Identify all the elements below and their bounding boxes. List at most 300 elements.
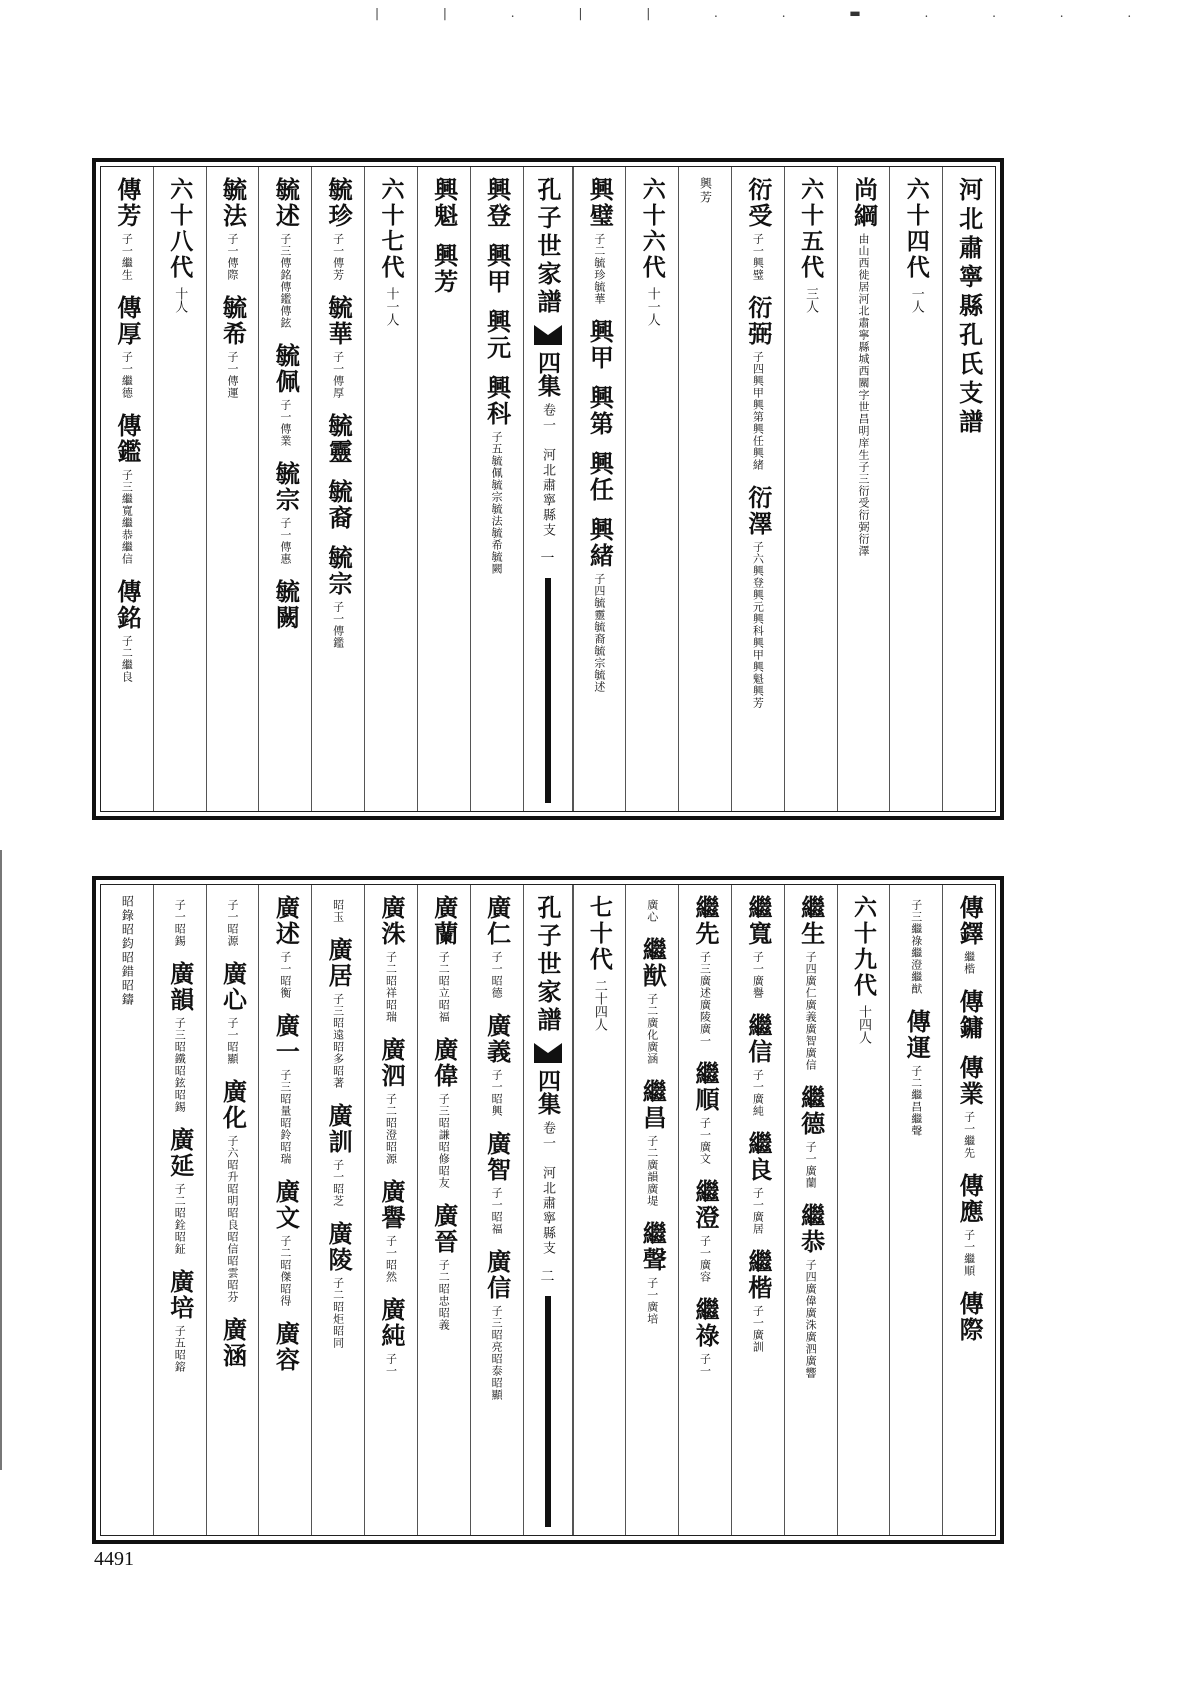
person-entry <box>271 461 299 565</box>
entry-list <box>902 895 930 1151</box>
person-entry <box>113 295 141 399</box>
person-entry <box>166 1127 194 1255</box>
person-note: 子四廣仁廣義廣智廣信 <box>804 951 818 1071</box>
person-name: 興緒 <box>585 517 615 569</box>
person-note: 子二昭忠昭義 <box>437 1259 451 1331</box>
person-note: 繼楷 <box>962 951 976 975</box>
person-note: 子一廣居 <box>751 1187 765 1235</box>
person-name: 廣泗 <box>376 1037 406 1089</box>
person-entry <box>585 177 613 305</box>
person-entry <box>483 1013 511 1117</box>
person-name: 廣義 <box>482 1013 512 1065</box>
person-note: 子三昭鐵昭鉉昭錫 <box>173 1017 187 1113</box>
page-number: 4491 <box>94 1548 134 1570</box>
person-entry <box>797 1203 825 1379</box>
column-gen <box>364 167 417 811</box>
person-entry <box>646 895 659 923</box>
person-note: 子一 <box>698 1353 712 1377</box>
person-name: 廣洙 <box>376 895 406 947</box>
person-name: 興科 <box>482 375 512 427</box>
column-note <box>678 167 731 811</box>
person-name: 廣智 <box>482 1131 512 1183</box>
person-note: 子一傳惠 <box>278 517 292 565</box>
entry-list <box>219 177 247 413</box>
person-name: 繼昌 <box>638 1079 668 1131</box>
generation-count: 十一人 <box>383 287 399 326</box>
person-name: 廣訓 <box>324 1103 354 1155</box>
spine-bar <box>545 578 551 803</box>
person-entry <box>219 177 247 281</box>
person-entry <box>377 1037 405 1165</box>
person-entry <box>744 895 772 999</box>
person-entry <box>955 1291 983 1343</box>
person-name: 繼恭 <box>796 1203 826 1255</box>
person-name: 廣延 <box>165 1127 195 1179</box>
person-entry <box>173 895 186 947</box>
person-note: 子一傳芳 <box>331 233 345 281</box>
person-name: 繼信 <box>743 1013 773 1065</box>
person-name: 興登 <box>482 177 512 229</box>
person-name: 尚綱 <box>849 177 879 229</box>
entry-list <box>430 895 458 1345</box>
person-note: 子一昭福 <box>490 1187 504 1235</box>
person-note: 子五毓佩毓宗毓法毓希毓闕 <box>490 431 504 575</box>
person-entry <box>430 177 458 229</box>
person-entry <box>691 1179 719 1283</box>
person-entry <box>744 295 772 471</box>
generation-count: 十四人 <box>855 1005 871 1044</box>
person-name: 興魁 <box>429 177 459 229</box>
center-spine <box>523 167 573 811</box>
person-entry <box>113 579 141 683</box>
person-name: 衍澤 <box>743 485 773 537</box>
person-name: 毓珍 <box>324 177 354 229</box>
person-name: 傳鑑 <box>112 413 142 465</box>
person-name: 傳芳 <box>112 177 142 229</box>
person-name: 傳鐸 <box>955 895 985 947</box>
person-note: 子一昭然 <box>384 1235 398 1283</box>
person-name: 衍弼 <box>743 295 773 347</box>
column-entries <box>889 885 942 1535</box>
column-entries <box>470 167 523 811</box>
person-name: 毓述 <box>271 177 301 229</box>
person-entry <box>849 177 877 557</box>
person-note: 子二昭炬昭同 <box>331 1277 345 1349</box>
person-note: 子一昭德 <box>490 951 504 999</box>
person-name: 毓希 <box>218 295 248 347</box>
person-name: 傳業 <box>955 1055 985 1107</box>
spine-bar <box>545 1296 551 1527</box>
generation-count: 十人 <box>172 287 188 313</box>
person-note: 子四毓靈毓裔毓宗毓述 <box>592 573 606 693</box>
person-note: 子六昭升昭明昭良昭信昭雲昭芬 <box>226 1135 240 1303</box>
person-name: 廣晉 <box>429 1203 459 1255</box>
generation-count: 十一人 <box>644 287 660 326</box>
generation-label: 六十九代 <box>849 895 877 999</box>
person-name: 廣信 <box>482 1249 512 1301</box>
column-entries <box>573 167 626 811</box>
person-note: 子一繼先 <box>962 1111 976 1159</box>
person-entry <box>483 1249 511 1401</box>
spine-page-number: 二 <box>540 1269 555 1285</box>
genealogy-page-bottom <box>92 876 1004 1544</box>
person-name: 興甲 <box>482 243 512 295</box>
entry-list <box>483 177 511 589</box>
person-note: 昭玉 <box>331 899 345 923</box>
person-entry <box>113 413 141 565</box>
person-entry <box>226 895 239 947</box>
genealogy-header: 河北肅寧縣孔氏支譜 <box>954 177 984 438</box>
person-entry <box>324 177 352 281</box>
person-entry <box>332 895 345 923</box>
person-note: 子四廣偉廣洙廣泗廣響 <box>804 1259 818 1379</box>
person-name: 廣蘭 <box>429 895 459 947</box>
entry-list <box>377 895 405 1391</box>
person-name: 傳鏞 <box>955 989 985 1041</box>
person-entry <box>744 485 772 709</box>
entry-list <box>744 895 772 1367</box>
person-name: 廣述 <box>271 895 301 947</box>
person-name: 廣居 <box>324 937 354 989</box>
column-gen <box>625 167 678 811</box>
person-note: 子一繼順 <box>962 1229 976 1277</box>
person-entry <box>166 961 194 1113</box>
person-note: 子二昭傑昭得 <box>278 1235 292 1307</box>
page-frame <box>100 166 996 812</box>
person-name: 廣文 <box>271 1179 301 1231</box>
generation-label: 六十七代 <box>377 177 405 281</box>
book-title: 孔子世家譜 <box>533 895 562 1035</box>
person-note: 由山西徙居河北肅寧縣城西關字世昌明庠生子三衍受衍弼衍澤 <box>856 233 870 557</box>
generation-label: 六十四代 <box>902 177 930 281</box>
entry-list <box>797 895 825 1393</box>
person-entry <box>902 1009 930 1137</box>
column-entries <box>311 167 364 811</box>
person-note: 子一廣容 <box>698 1235 712 1283</box>
person-note: 子六興登興元興科興甲興魁興芳 <box>751 541 765 709</box>
name-list <box>430 177 458 309</box>
person-name: 廣涵 <box>218 1317 248 1369</box>
person-entry <box>377 1297 405 1377</box>
person-name: 毓法 <box>218 177 248 229</box>
person-note: 子一昭芝 <box>331 1159 345 1207</box>
person-entry <box>483 243 511 295</box>
person-entry <box>797 895 825 1071</box>
person-name: 繼德 <box>796 1085 826 1137</box>
person-note: 子一廣譽 <box>751 951 765 999</box>
generation-count: 一人 <box>908 287 924 313</box>
person-note: 子一 <box>384 1353 398 1377</box>
column-entries <box>784 885 837 1535</box>
person-note: 子一廣純 <box>751 1069 765 1117</box>
person-note: 子一傳業 <box>278 399 292 447</box>
person-name: 廣心 <box>218 961 248 1013</box>
person-name: 廣韻 <box>165 961 195 1013</box>
annotation: 興芳 <box>698 177 713 205</box>
column-entries <box>258 885 311 1535</box>
column-gen <box>573 885 626 1535</box>
person-entry <box>324 479 352 531</box>
person-note: 子一昭顯 <box>226 1017 240 1065</box>
fish-tail-ornament-icon <box>534 325 562 345</box>
person-name: 廣培 <box>165 1269 195 1321</box>
person-name: 繼祿 <box>691 1297 721 1349</box>
person-note: 子一廣蘭 <box>804 1141 818 1189</box>
person-note: 子三昭遠昭多昭著 <box>331 993 345 1089</box>
person-note: 子一傳運 <box>226 351 240 399</box>
column-header <box>942 167 995 811</box>
genealogy-page-top <box>92 158 1004 820</box>
person-entry <box>483 177 511 229</box>
annotation: 昭錄昭鈞昭錯昭鑄 <box>120 895 135 1007</box>
column-entries <box>417 885 470 1535</box>
person-entry <box>638 1079 666 1207</box>
person-note: 子二廣化廣涵 <box>645 993 659 1065</box>
person-note: 子二繼昌繼聲 <box>909 1065 923 1137</box>
person-entry <box>638 937 666 1065</box>
person-note: 子一繼生 <box>120 233 134 281</box>
generation-label: 六十八代 <box>166 177 194 281</box>
person-name: 繼順 <box>691 1061 721 1113</box>
column-entries <box>101 167 153 811</box>
person-note: 子一傳鑑 <box>331 601 345 649</box>
entry-list <box>955 895 983 1357</box>
person-name: 廣陵 <box>324 1221 354 1273</box>
person-name: 繼猷 <box>638 937 668 989</box>
person-entry <box>910 895 923 995</box>
column-entries <box>206 885 259 1535</box>
person-note: 廣心 <box>645 899 659 923</box>
person-name: 興璧 <box>585 177 615 229</box>
person-note: 子一繼德 <box>120 351 134 399</box>
person-entry <box>585 319 613 371</box>
person-name: 廣偉 <box>429 1037 459 1089</box>
header-marks: | | . | | . . ▬ . . . . <box>375 6 1162 20</box>
person-entry <box>271 1179 299 1307</box>
person-note: 子二昭銓昭鉦 <box>173 1183 187 1255</box>
person-entry <box>219 961 247 1065</box>
person-entry <box>271 895 299 999</box>
column-entries <box>678 885 731 1535</box>
person-entry <box>271 1013 299 1165</box>
person-entry <box>324 295 352 399</box>
person-entry <box>430 243 458 295</box>
entry-list <box>849 177 877 571</box>
person-note: 子一傳際 <box>226 233 240 281</box>
person-entry <box>166 1269 194 1373</box>
column-entries <box>470 885 523 1535</box>
person-name: 繼生 <box>796 895 826 947</box>
person-name: 毓靈 <box>324 413 354 465</box>
entry-list <box>271 895 299 1387</box>
person-name: 繼楷 <box>743 1249 773 1301</box>
person-name: 毓宗 <box>324 545 354 597</box>
person-entry <box>324 1103 352 1207</box>
person-note: 子二廣韻廣堤 <box>645 1135 659 1207</box>
person-entry <box>219 1079 247 1303</box>
person-name: 興任 <box>585 451 615 503</box>
person-name: 廣純 <box>376 1297 406 1349</box>
person-note: 子一昭衡 <box>278 951 292 999</box>
person-name: 繼澄 <box>691 1179 721 1231</box>
person-entry <box>797 1085 825 1189</box>
person-entry <box>324 1221 352 1349</box>
person-entry <box>324 937 352 1089</box>
person-entry <box>483 309 511 361</box>
person-name: 興芳 <box>429 243 459 295</box>
entry-list <box>638 895 666 1339</box>
column-entries <box>311 885 364 1535</box>
person-entry <box>271 1321 299 1373</box>
column-entries <box>258 167 311 811</box>
volume-subtitle: 卷一 河北肅寧縣支 <box>540 403 555 538</box>
person-entry <box>430 895 458 1023</box>
person-name: 廣化 <box>218 1079 248 1131</box>
entry-list <box>324 177 352 663</box>
person-name: 廣譽 <box>376 1179 406 1231</box>
entry-list <box>271 177 299 645</box>
column-gen <box>784 167 837 811</box>
person-entry <box>113 177 141 281</box>
fish-tail-ornament-icon <box>534 1043 562 1063</box>
person-entry <box>744 177 772 281</box>
column-entries <box>837 167 890 811</box>
person-entry <box>324 545 352 649</box>
person-entry <box>744 1013 772 1117</box>
person-note: 子三傳銘傳鑑傳鉉 <box>278 233 292 329</box>
person-note: 子二昭祥昭瑞 <box>384 951 398 1023</box>
person-entry <box>955 989 983 1041</box>
volume-subtitle: 卷一 河北肅寧縣支 <box>540 1121 555 1256</box>
person-note: 子三昭量昭鈴昭瑞 <box>278 1069 292 1165</box>
person-entry <box>691 895 719 1047</box>
person-note: 子三昭亮昭泰昭顯 <box>490 1305 504 1401</box>
person-name: 繼聲 <box>638 1221 668 1273</box>
person-note: 子三昭謙昭修昭友 <box>437 1093 451 1189</box>
generation-count: 二十四人 <box>591 979 607 1031</box>
person-note: 子一廣培 <box>645 1277 659 1325</box>
person-entry <box>585 517 613 693</box>
person-name: 傳運 <box>902 1009 932 1061</box>
entry-list <box>483 895 511 1415</box>
person-name: 傳銘 <box>112 579 142 631</box>
column-entries <box>731 885 784 1535</box>
generation-label: 六十五代 <box>797 177 825 281</box>
person-entry <box>955 1173 983 1277</box>
entry-list <box>113 177 141 697</box>
person-name: 毓宗 <box>271 461 301 513</box>
binding-edge <box>0 850 2 1470</box>
generation-label: 六十六代 <box>638 177 666 281</box>
entry-list <box>744 177 772 723</box>
person-note: 子一興璧 <box>751 233 765 281</box>
person-name: 毓華 <box>324 295 354 347</box>
person-note: 子二毓珍毓華 <box>592 233 606 305</box>
generation-label: 七十代 <box>585 895 613 973</box>
person-entry <box>430 1203 458 1331</box>
person-entry <box>585 451 613 503</box>
person-entry <box>324 413 352 465</box>
person-entry <box>271 579 299 631</box>
column-entries <box>364 885 417 1535</box>
person-entry <box>377 895 405 1023</box>
column-gen <box>837 885 890 1535</box>
person-note: 子一傳厚 <box>331 351 345 399</box>
entry-list <box>166 895 194 1387</box>
generation-count: 三人 <box>803 287 819 313</box>
person-name: 興元 <box>482 309 512 361</box>
column-entries <box>942 885 995 1535</box>
person-entry <box>377 1179 405 1283</box>
person-note: 子二昭澄昭源 <box>384 1093 398 1165</box>
person-entry <box>219 1317 247 1369</box>
person-entry <box>483 375 511 575</box>
person-note: 子一昭興 <box>490 1069 504 1117</box>
column-entries <box>625 885 678 1535</box>
spine-page-number: 一 <box>540 551 555 567</box>
person-note: 子三繼寬繼恭繼信 <box>120 469 134 565</box>
person-note: 子一昭源 <box>226 899 240 947</box>
person-name: 興甲 <box>585 319 615 371</box>
person-entry <box>483 1131 511 1235</box>
entry-list <box>585 177 613 707</box>
person-name: 繼先 <box>691 895 721 947</box>
column-entries <box>153 885 206 1535</box>
person-name: 繼寬 <box>743 895 773 947</box>
person-note: 子四興甲興第興任興緒 <box>751 351 765 471</box>
person-note: 子三廣述廣陵廣一 <box>698 951 712 1047</box>
person-name: 毓闕 <box>271 579 301 631</box>
person-name: 衍受 <box>743 177 773 229</box>
page-frame <box>100 884 996 1536</box>
person-entry <box>430 1037 458 1189</box>
person-entry <box>955 1055 983 1159</box>
center-spine <box>523 885 573 1535</box>
person-entry <box>638 1221 666 1325</box>
person-note: 子一昭錫 <box>173 899 187 947</box>
person-entry <box>271 177 299 329</box>
column-gen <box>889 167 942 811</box>
person-name: 廣仁 <box>482 895 512 947</box>
person-name: 廣一 <box>271 1013 301 1065</box>
person-name: 繼良 <box>743 1131 773 1183</box>
person-entry <box>691 1297 719 1377</box>
volume-label: 四集 <box>534 1069 561 1115</box>
person-note: 子一廣訓 <box>751 1305 765 1353</box>
person-name: 毓裔 <box>324 479 354 531</box>
person-name: 傳厚 <box>112 295 142 347</box>
person-name: 傳際 <box>955 1291 985 1343</box>
person-entry <box>744 1131 772 1235</box>
person-entry <box>483 895 511 999</box>
person-name: 廣容 <box>271 1321 301 1373</box>
book-title: 孔子世家譜 <box>533 177 562 317</box>
person-note: 子二繼良 <box>120 635 134 683</box>
column-entries <box>731 167 784 811</box>
person-note: 子二昭立昭福 <box>437 951 451 1023</box>
entry-list <box>219 895 247 1383</box>
person-note: 子五昭鎔 <box>173 1325 187 1373</box>
column-entries <box>206 167 259 811</box>
person-name: 傳應 <box>955 1173 985 1225</box>
person-entry <box>219 295 247 399</box>
person-entry <box>271 343 299 447</box>
column-note <box>101 885 153 1535</box>
person-entry <box>744 1249 772 1353</box>
column-simple <box>417 167 470 811</box>
person-entry <box>585 385 613 437</box>
person-note: 子一廣文 <box>698 1117 712 1165</box>
